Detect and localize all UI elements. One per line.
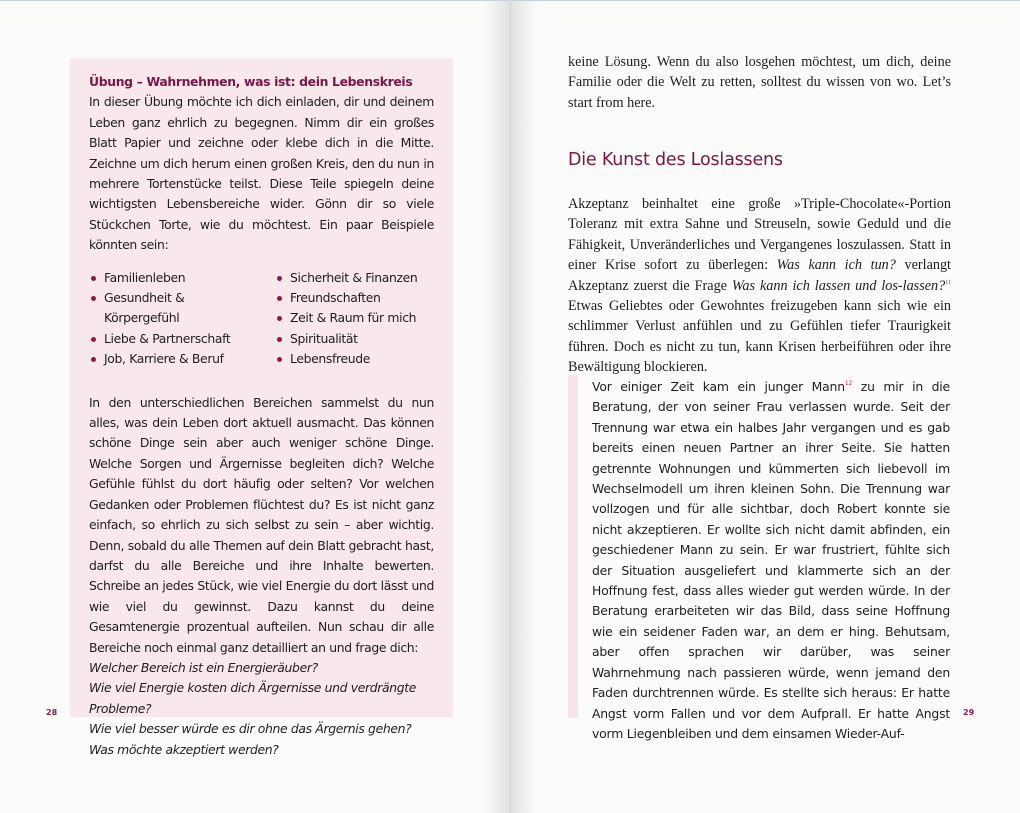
list-item: Liebe & Partnerschaft — [89, 329, 259, 349]
bullet-icon — [277, 357, 282, 362]
reflection-question: Welcher Bereich ist ein Energieräuber? — [89, 659, 318, 675]
acceptance-paragraph: Akzeptanz beinhaltet eine große »Triple-Chocolate«-Portion Toleranz mit extra Sahne und Streuseln, sowie Geduld und die Fähigkeit, Unveränderliches und Vergangenes loszulassen. Statt in einer Krise sofort zu überlegen: Was kann ich tun? verlangt Akzeptanz zuerst die Frage Was kann ich lassen und los-lassen?$^{11}$ Etwas Geliebtes oder Gewohntes freizugeben kann sich wie ein schlimmer Verlust anfühlen und zu Gefühlen tiefer Traurigkeit führen. Doch es nicht zu tun, kann Krisen herbeiführen oder ihre Bewältigung blockieren. — [568, 196, 952, 376]
exercise-intro: In dieser Übung möchte ich dich einladen, dir und deinem Leben ganz ehrlich zu begegnen. Nimm dir ein großes Blatt Papier und zeichne oder klebe dich in die Mitte. Zeichne um dich herum einen großen Kreis, den du nun in mehrere Tortenstücke teilst. Diese Teile spiegeln deine wichtigsten Lebensbereiche wider. Gönn dir so viele Stückchen Torte, wie du möchtest. Ein paar Beispiele könnten sein: — [89, 94, 434, 253]
right-page — [511, 0, 1020, 813]
life-areas-column-2 — [275, 268, 445, 370]
footnote-marker: 12 — [844, 380, 853, 387]
list-item: Lebensfreude — [275, 349, 445, 369]
exercise-body: In den unterschiedlichen Bereichen sammelst du nun alles, was dein Leben dort aktuell ausmacht. Das können schöne Dinge sein aber auch weniger schöne Dinge. Welche Sorgen und Ärgernisse begleiten dich? Welche Gefühle fühlst du dort häufig oder selten? Vor welchen Gedanken oder Problemen flüchtest du? Es ist nicht ganz einfach, so ehrlich zu sich selbst zu sein – aber wichtig. Denn, sobald du alle Themen auf dein Blatt gebracht hast, darfst du alle Bereiche und ihre Inhalte bewerten. Schreibe an jedes Stück, wie viel Energie du dort lässt und wie viel du gewinnst. Dazu kannst du deine Gesamtenergie prozentual aufteilen. Nun schau dir alle Bereiche noch einmal ganz detailliert an und frage dich: — [89, 394, 434, 655]
list-item: Zeit & Raum für mich — [275, 308, 445, 328]
left-gutter-shadow — [483, 1, 509, 813]
list-item: Gesundheit & — [89, 288, 259, 308]
section-heading: Die Kunst des Loslassens — [568, 150, 783, 170]
bullet-icon — [91, 276, 96, 281]
case-study-bar — [568, 375, 578, 718]
reflection-question: Wie viel besser würde es dir ohne das Ärgernis gehen? — [89, 721, 412, 737]
bullet-icon — [91, 296, 96, 301]
page-number-left: 28 — [46, 708, 58, 717]
list-item: Job, Karriere & Beruf — [89, 349, 259, 369]
bullet-icon — [91, 357, 96, 362]
footnote-marker: 11 — [945, 279, 951, 286]
list-item-continuation: Körpergefühl — [104, 310, 180, 326]
bullet-icon — [277, 276, 282, 281]
right-gutter-shadow — [511, 1, 537, 813]
bullet-icon — [91, 337, 96, 342]
list-item: Freundschaften — [275, 288, 445, 308]
reflection-question: Wie viel Energie kosten dich Ärgernisse und verdrängte Probleme? — [89, 680, 417, 716]
question-what-can-i-do: Was kann ich tun? — [776, 257, 896, 274]
life-areas-column-1 — [89, 268, 259, 370]
bullet-icon — [277, 337, 282, 342]
page-number-right: 29 — [963, 708, 975, 717]
exercise-title: Übung – Wahrnehmen, was ist: dein Lebenskreis — [89, 74, 413, 89]
case-study-text: Vor einiger Zeit kam ein junger Mann$^{12}$ zu mir in die Beratung, der von seiner Frau verlassen wurde. Seit der Trennung war etwa ein halbes Jahr vergangen und es gab bereits einen neuen Partner an ihrer Seite. Sie hatten getrennte Wohnungen und kümmerten sich liebevoll im Wechselmodell um ihren kleinen Sohn. Die Trennung war vollzogen und für alle sichtbar, doch Robert konnte sie nicht akzeptieren. Er wollte sich nicht damit abfinden, ein geschiedener Mann zu sein. Er war frustriert, fühlte sich der Situation ausgeliefert und klammerte sich an der Hoffnung fest, dass alles wieder gut werden würde. In der Beratung erarbeiteten wir das Bild, dass seine Hoffnung wie ein seidener Faden war, an dem er hing. Behutsam, aber offen sprachen wir darüber, was seiner Wahrnehmung nach passieren würde, wenn jemand den Faden durchtrennen würde. Es stellte sich heraus: Er hatte Angst vorm Fallen und vor dem Aufprall. Er hatte Angst vorm Liegenbleiben und dem einsamen Wieder-Auf- — [592, 379, 950, 741]
list-item: Spiritualität — [275, 329, 445, 349]
bullet-icon — [277, 316, 282, 321]
list-item: Familienleben — [89, 268, 259, 288]
bullet-icon — [277, 296, 282, 301]
exercise-box — [70, 58, 453, 757]
list-item: Sicherheit & Finanzen — [275, 268, 445, 288]
left-page — [0, 0, 509, 813]
question-what-can-i-let-go: Was kann ich lassen und los-lassen? — [731, 277, 946, 294]
exercise-content — [89, 72, 434, 760]
case-study — [592, 377, 950, 744]
life-areas-list — [89, 268, 434, 372]
continuation-paragraph: keine Lösung. Wenn du also losgehen möchtest, um dich, deine Familie oder die Welt zu retten, solltest du wissen von wo. Let’s start from here. — [568, 54, 951, 111]
reflection-question: Was möchte akzeptiert werden? — [89, 741, 279, 757]
